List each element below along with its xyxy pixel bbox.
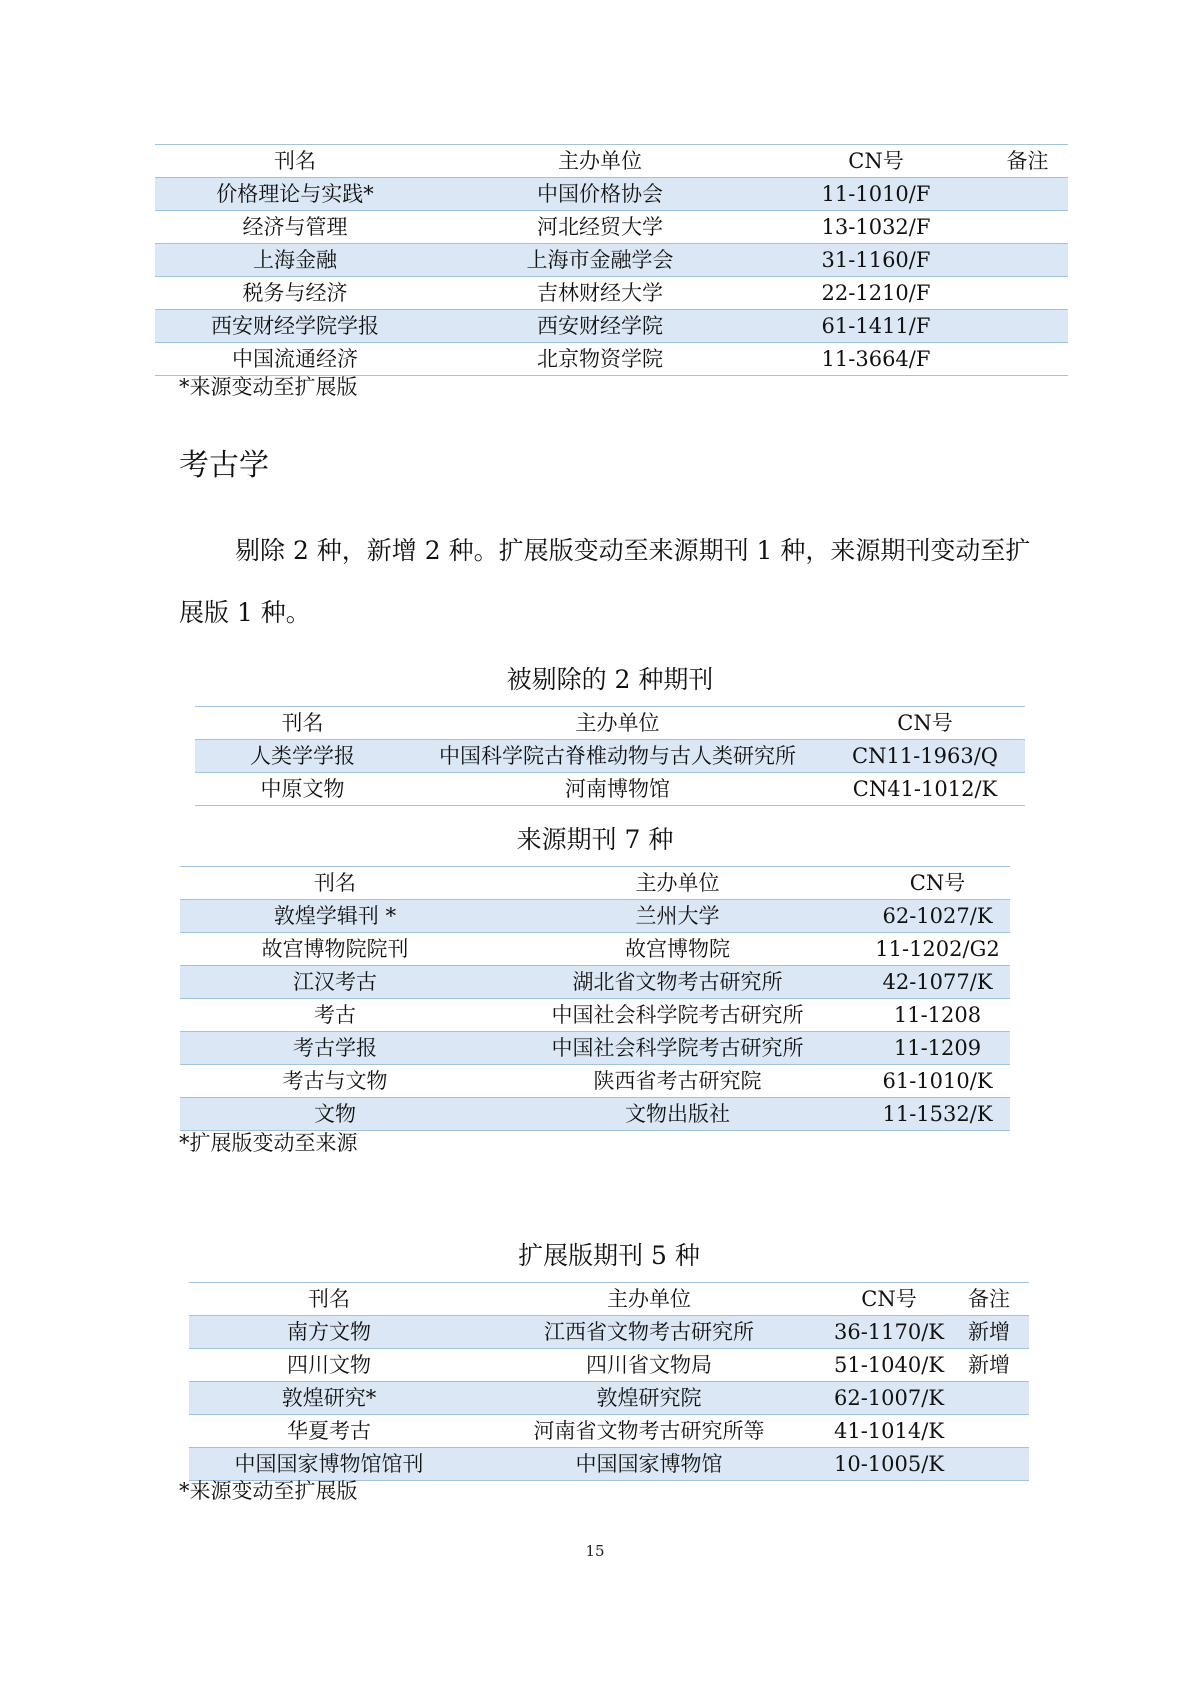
cell-cn: 41-1014/K xyxy=(833,1419,945,1443)
table-row xyxy=(155,343,1068,376)
table-row xyxy=(195,773,1025,806)
cell-title: 税务与经济 xyxy=(242,281,348,305)
table-note: *来源变动至扩展版 xyxy=(179,1479,358,1503)
table-row xyxy=(155,178,1068,211)
table-row xyxy=(189,1316,1029,1349)
cell-cn: 11-3664/F xyxy=(821,347,931,371)
cell-title: 考古与文物 xyxy=(282,1069,388,1093)
cell-title: 人类学学报 xyxy=(195,740,410,773)
header-title: 刊名 xyxy=(281,711,324,735)
cell-title: 中国国家博物馆馆刊 xyxy=(189,1448,469,1481)
cell-publisher: 中国社会科学院考古研究所 xyxy=(490,1032,865,1065)
page-number: 15 xyxy=(585,1542,605,1560)
table-header-row xyxy=(189,1283,1029,1316)
cell-publisher: 河北经贸大学 xyxy=(537,215,663,239)
cell-publisher: 故宫博物院 xyxy=(625,937,730,961)
cell-remark xyxy=(987,277,1068,310)
table-row xyxy=(180,933,1010,966)
table-caption: 扩展版期刊 5 种 xyxy=(518,1241,700,1270)
cell-publisher: 北京物资学院 xyxy=(537,347,663,371)
table-row xyxy=(180,1065,1010,1098)
cell-publisher: 中国价格协会 xyxy=(435,178,765,211)
cell-cn: 62-1007/K xyxy=(829,1382,949,1415)
header-publisher: 主办单位 xyxy=(575,711,660,735)
table-row xyxy=(180,900,1010,933)
journal-table-4 xyxy=(189,1282,1029,1481)
cell-cn: 61-1411/F xyxy=(765,310,987,343)
cell-cn: 22-1210/F xyxy=(821,281,931,305)
table-note: *来源变动至扩展版 xyxy=(179,375,358,399)
cell-remark xyxy=(987,310,1068,343)
cell-title: 华夏考古 xyxy=(287,1419,371,1443)
cell-remark xyxy=(987,244,1068,277)
cell-publisher: 陕西省考古研究院 xyxy=(593,1069,762,1093)
header-title: 刊名 xyxy=(308,1287,350,1311)
cell-title: 中国流通经济 xyxy=(232,347,358,371)
cell-cn: 61-1010/K xyxy=(882,1069,993,1093)
cell-remark: 新增 xyxy=(949,1316,1029,1349)
cell-publisher: 河南省文物考古研究所等 xyxy=(533,1419,765,1443)
header-title: 刊名 xyxy=(314,871,356,895)
table-row xyxy=(180,1032,1010,1065)
cell-title: 价格理论与实践* xyxy=(155,178,435,211)
table-row xyxy=(195,740,1025,773)
cell-publisher: 湖北省文物考古研究所 xyxy=(490,966,865,999)
cell-cn: 13-1032/F xyxy=(821,215,931,239)
cell-cn: 11-1202/G2 xyxy=(875,937,1000,961)
cell-remark xyxy=(949,1448,1029,1481)
cell-title: 四川文物 xyxy=(287,1353,371,1377)
cell-title: 故宫博物院院刊 xyxy=(261,937,409,961)
cell-publisher: 兰州大学 xyxy=(490,900,865,933)
cell-publisher: 河南博物馆 xyxy=(565,777,670,801)
cell-cn: 11-1532/K xyxy=(865,1098,1010,1131)
cell-remark xyxy=(949,1415,1029,1448)
table-header-row xyxy=(180,867,1010,900)
cell-publisher: 文物出版社 xyxy=(490,1098,865,1131)
table-caption: 来源期刊 7 种 xyxy=(516,825,674,854)
table-row xyxy=(155,211,1068,244)
cell-cn: CN11-1963/Q xyxy=(825,740,1025,773)
journal-table-2 xyxy=(195,706,1025,806)
table-row xyxy=(155,244,1068,277)
cell-publisher: 吉林财经大学 xyxy=(537,281,663,305)
table-header-row xyxy=(195,707,1025,740)
cell-title: 南方文物 xyxy=(189,1316,469,1349)
cell-publisher: 中国社会科学院考古研究所 xyxy=(551,1003,804,1027)
cell-title: 敦煌研究* xyxy=(189,1382,469,1415)
header-cn: CN号 xyxy=(897,711,953,735)
journal-table-3 xyxy=(180,866,1010,1131)
table-row xyxy=(189,1382,1029,1415)
table-row xyxy=(155,310,1068,343)
cell-cn: 42-1077/K xyxy=(865,966,1010,999)
cell-cn: 36-1170/K xyxy=(829,1316,949,1349)
cell-remark xyxy=(949,1382,1029,1415)
table-row xyxy=(180,999,1010,1032)
header-cn: CN号 xyxy=(861,1287,917,1311)
cell-remark: 新增 xyxy=(968,1353,1010,1377)
cell-publisher: 敦煌研究院 xyxy=(469,1382,829,1415)
section-paragraph: 剔除 2 种，新增 2 种。扩展版变动至来源期刊 1 种，来源期刊变动至扩展版 1 种。 xyxy=(179,536,1031,627)
header-cn: CN号 xyxy=(848,149,904,173)
table-row xyxy=(180,966,1010,999)
cell-publisher: 上海市金融学会 xyxy=(435,244,765,277)
table-row xyxy=(180,1098,1010,1131)
cell-publisher: 中国国家博物馆 xyxy=(469,1448,829,1481)
table-row xyxy=(155,277,1068,310)
header-publisher: 主办单位 xyxy=(558,149,642,173)
cell-title: 经济与管理 xyxy=(242,215,348,239)
cell-cn: 51-1040/K xyxy=(833,1353,945,1377)
cell-cn: 11-1209 xyxy=(865,1032,1010,1065)
cell-publisher: 中国科学院古脊椎动物与古人类研究所 xyxy=(410,740,825,773)
header-publisher: 主办单位 xyxy=(635,871,720,895)
cell-publisher: 四川省文物局 xyxy=(586,1353,712,1377)
cell-cn: 62-1027/K xyxy=(865,900,1010,933)
journal-table-1 xyxy=(155,144,1068,376)
header-title: 刊名 xyxy=(274,149,316,173)
cell-remark xyxy=(987,211,1068,244)
cell-remark xyxy=(987,343,1068,376)
cell-title: 考古学报 xyxy=(180,1032,490,1065)
cell-title: 西安财经学院学报 xyxy=(155,310,435,343)
table-header-row xyxy=(155,145,1068,178)
section-heading: 考古学 xyxy=(179,448,269,483)
table-note: *扩展版变动至来源 xyxy=(179,1131,358,1155)
header-publisher: 主办单位 xyxy=(607,1287,691,1311)
cell-publisher: 西安财经学院 xyxy=(435,310,765,343)
cell-title: 江汉考古 xyxy=(180,966,490,999)
cell-title: 文物 xyxy=(180,1098,490,1131)
cell-cn: 11-1010/F xyxy=(765,178,987,211)
cell-cn: 11-1208 xyxy=(893,1003,982,1027)
cell-title: 敦煌学辑刊 * xyxy=(180,900,490,933)
cell-cn: 10-1005/K xyxy=(829,1448,949,1481)
cell-title: 上海金融 xyxy=(155,244,435,277)
table-row xyxy=(189,1415,1029,1448)
table-caption: 被剔除的 2 种期刊 xyxy=(506,665,714,694)
header-remark: 备注 xyxy=(1006,149,1049,173)
table-row xyxy=(189,1349,1029,1382)
cell-remark xyxy=(987,178,1068,211)
header-remark: 备注 xyxy=(968,1287,1010,1311)
header-cn: CN号 xyxy=(909,871,966,895)
cell-cn: CN41-1012/K xyxy=(852,777,998,801)
cell-title: 中原文物 xyxy=(260,777,345,801)
cell-publisher: 江西省文物考古研究所 xyxy=(469,1316,829,1349)
cell-title: 考古 xyxy=(314,1003,356,1027)
cell-cn: 31-1160/F xyxy=(765,244,987,277)
